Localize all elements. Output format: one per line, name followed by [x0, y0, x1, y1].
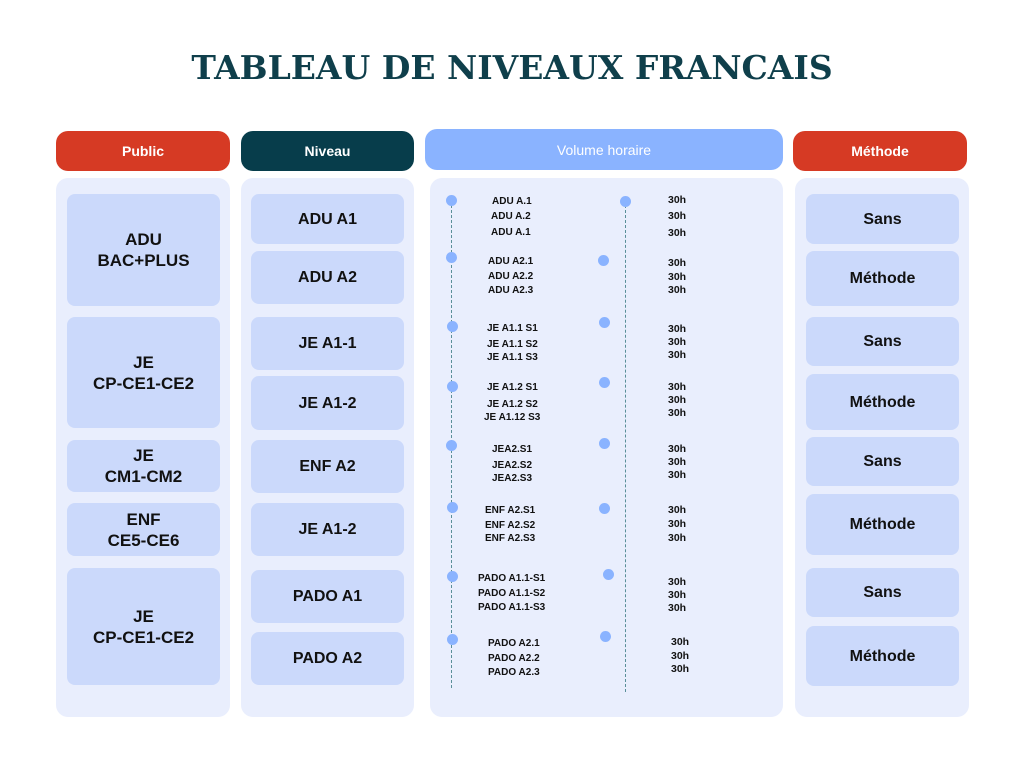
- public-cell-line1: JE: [133, 606, 154, 626]
- session-hours: 30h: [668, 532, 687, 544]
- session-hours: 30h: [668, 194, 687, 206]
- public-cell-line1: ENF: [126, 509, 161, 529]
- session-hours: 30h: [668, 336, 687, 348]
- timeline-dot: [446, 252, 457, 263]
- session-hours: 30h: [668, 518, 687, 530]
- timeline-right-line: [625, 200, 626, 692]
- timeline-dot: [447, 634, 458, 645]
- session-hours: 30h: [668, 469, 687, 481]
- header-public: Public: [56, 131, 230, 171]
- niveau-cell: JE A1-2: [251, 376, 404, 430]
- session-label: JE A1.12 S3: [484, 412, 541, 423]
- session-label: ENF A2.S1: [485, 505, 536, 516]
- public-cell-line1: ADU: [125, 230, 162, 249]
- public-cell-line1: JE: [133, 446, 154, 465]
- session-label: PADO A2.3: [488, 667, 540, 678]
- session-label: ENF A2.S3: [485, 533, 536, 544]
- session-label: ENF A2.S2: [485, 520, 536, 531]
- session-hours: 30h: [668, 443, 687, 455]
- timeline-dot: [446, 195, 457, 206]
- page-title: TABLEAU DE NIVEAUX FRANCAIS: [191, 48, 833, 87]
- session-hours: 30h: [668, 284, 687, 296]
- public-cell: [67, 194, 220, 306]
- session-label: ADU A2.1: [488, 256, 534, 267]
- timeline-dot: [620, 196, 631, 207]
- session-hours: 30h: [668, 227, 687, 239]
- session-label: ADU A2.3: [488, 285, 534, 296]
- timeline-dot: [447, 321, 458, 332]
- session-hours: 30h: [668, 349, 687, 361]
- session-hours: 30h: [668, 381, 687, 393]
- session-hours: 30h: [668, 394, 687, 406]
- session-label: PADO A1.1-S3: [478, 602, 546, 613]
- public-cell-line2: BAC+PLUS: [97, 251, 190, 270]
- public-cell-line2: CM1-CM2: [104, 467, 183, 486]
- niveau-cell: ADU A2: [251, 251, 404, 304]
- header-volume-horaire: Volume horaire: [425, 129, 783, 170]
- session-label: JE A1.1 S2: [487, 339, 538, 350]
- session-label: JE A1.1 S1: [487, 323, 538, 334]
- public-cell-line2: CP-CE1-CE2: [92, 373, 195, 393]
- session-hours: 30h: [668, 257, 687, 269]
- methode-cell: Méthode: [806, 374, 959, 430]
- methode-cell: Sans: [806, 568, 959, 617]
- timeline-dot: [599, 317, 610, 328]
- methode-cell: Méthode: [806, 251, 959, 306]
- session-label: PADO A1.1-S1: [478, 573, 546, 584]
- niveau-cell: JE A1-1: [251, 317, 404, 370]
- public-cell: [67, 440, 220, 492]
- session-label: ADU A2.2: [488, 271, 534, 282]
- session-label: PADO A2.1: [488, 638, 540, 649]
- session-label: JE A1.1 S3: [487, 352, 538, 363]
- session-hours: 30h: [671, 650, 690, 662]
- methode-cell: Sans: [806, 317, 959, 366]
- timeline-dot: [447, 571, 458, 582]
- session-hours: 30h: [668, 576, 687, 588]
- session-label: JEA2.S3: [492, 473, 533, 484]
- niveau-cell: JE A1-2: [251, 503, 404, 556]
- niveau-cell: PADO A2: [251, 632, 404, 685]
- timeline-dot: [599, 503, 610, 514]
- timeline-dot: [603, 569, 614, 580]
- session-hours: 30h: [668, 456, 687, 468]
- session-hours: 30h: [668, 210, 687, 222]
- header-niveau: Niveau: [241, 131, 414, 171]
- session-label: PADO A2.2: [488, 653, 540, 664]
- niveau-cell: ENF A2: [251, 440, 404, 493]
- public-cell: [67, 568, 220, 685]
- methode-cell: Méthode: [806, 626, 959, 686]
- public-cell-line2: CE5-CE6: [107, 530, 180, 550]
- methode-cell: Méthode: [806, 494, 959, 555]
- session-label: JEA2.S2: [492, 460, 533, 471]
- timeline-dot: [447, 502, 458, 513]
- session-hours: 30h: [668, 271, 687, 283]
- session-label: JE A1.2 S2: [487, 399, 538, 410]
- session-label: ADU A.1: [491, 227, 531, 238]
- timeline-dot: [599, 438, 610, 449]
- niveau-cell: PADO A1: [251, 570, 404, 623]
- timeline-dot: [599, 377, 610, 388]
- session-label: JE A1.2 S1: [487, 382, 538, 393]
- session-hours: 30h: [671, 636, 690, 648]
- session-label: ADU A.1: [492, 196, 532, 207]
- public-cell: [67, 503, 220, 556]
- session-hours: 30h: [668, 323, 687, 335]
- timeline-dot: [600, 631, 611, 642]
- timeline-dot: [446, 440, 457, 451]
- niveau-cell: ADU A1: [251, 194, 404, 244]
- session-hours: 30h: [668, 602, 687, 614]
- methode-cell: Sans: [806, 437, 959, 486]
- session-hours: 30h: [671, 663, 690, 675]
- session-hours: 30h: [668, 589, 687, 601]
- timeline-dot: [447, 381, 458, 392]
- session-hours: 30h: [668, 504, 687, 516]
- header-methode: Méthode: [793, 131, 967, 171]
- public-cell-line2: CP-CE1-CE2: [92, 627, 195, 647]
- session-hours: 30h: [668, 407, 687, 419]
- timeline-dot: [598, 255, 609, 266]
- session-label: JEA2.S1: [492, 444, 533, 455]
- session-label: ADU A.2: [491, 211, 531, 222]
- session-label: PADO A1.1-S2: [478, 588, 546, 599]
- public-cell: [67, 317, 220, 428]
- public-cell-line1: JE: [133, 352, 154, 372]
- methode-cell: Sans: [806, 194, 959, 244]
